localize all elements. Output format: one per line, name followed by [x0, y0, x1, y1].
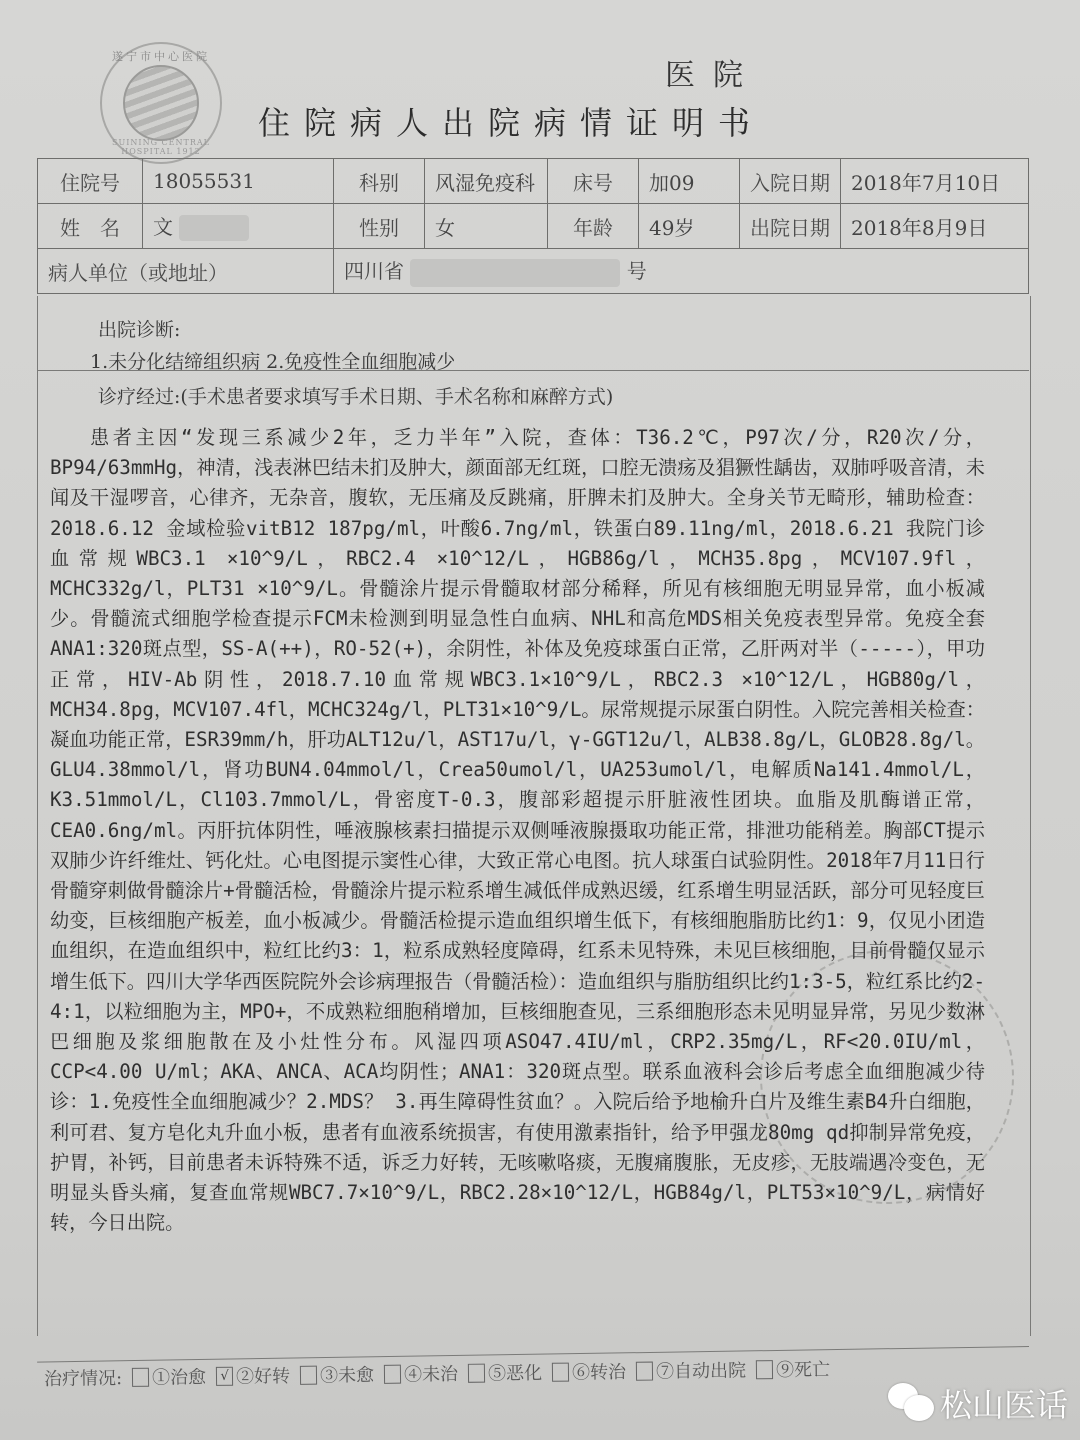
diagnosis-label: 出院诊断: [98, 319, 181, 341]
section-divider [37, 370, 1029, 371]
checkbox[interactable] [756, 1360, 773, 1379]
checkbox[interactable] [468, 1363, 485, 1382]
outcome-option-cured[interactable]: ①治愈 [132, 1363, 206, 1390]
outcome-option-improved[interactable]: √ ②好转 [216, 1362, 290, 1389]
checkbox[interactable] [636, 1361, 653, 1380]
table-row [38, 204, 1029, 249]
age-label: 年龄 [548, 204, 639, 249]
outcome-option-worsened[interactable]: ⑤恶化 [468, 1359, 542, 1386]
sex-value: 女 [425, 204, 548, 249]
admission-no-label: 住院号 [38, 159, 143, 204]
checkbox[interactable] [552, 1362, 569, 1381]
sex-label: 性别 [334, 204, 425, 249]
watermark-text: 松山医话 [940, 1386, 1069, 1424]
diagnosis-text: 1.未分化结缔组织病 2.免疫性全血细胞减少 [90, 351, 456, 373]
document-title: 住院病人出院病情证明书 [258, 104, 765, 142]
treatment-outcome-row [44, 1355, 830, 1391]
checkbox-checked[interactable]: √ [216, 1366, 233, 1385]
address-label: 病人单位（或地址） [38, 249, 334, 294]
treatment-label: 诊疗经过:(手术患者要求填写手术日期、手术名称和麻醉方式) [98, 386, 614, 408]
redacted-name [179, 215, 249, 241]
logo-top-text: 遂宁市中心医院 [112, 50, 210, 63]
outcome-option-transferred[interactable]: ⑥转治 [552, 1358, 626, 1385]
outcome-label: 治疗情况: [43, 1368, 123, 1390]
name-cell [143, 204, 334, 249]
hospital-name: 医院 [665, 58, 761, 93]
discharge-date-label: 出院日期 [740, 204, 841, 249]
bed-value: 加09 [639, 159, 740, 204]
checkbox[interactable] [384, 1364, 401, 1383]
table-row [38, 249, 1029, 294]
name-label: 姓 名 [38, 204, 143, 249]
outcome-option-untreated[interactable]: ④未治 [384, 1360, 458, 1387]
redacted-address [410, 259, 620, 287]
wechat-watermark [888, 1380, 1068, 1426]
checkbox[interactable] [132, 1367, 149, 1386]
age-value: 49岁 [639, 204, 740, 249]
logo-emblem-icon [123, 65, 199, 141]
address-cell [334, 249, 1029, 294]
outcome-option-self-discharge[interactable]: ⑦自动出院 [636, 1356, 746, 1383]
admission-no-value: 18055531 [143, 159, 334, 204]
checkbox[interactable] [300, 1365, 317, 1384]
name-value: 文 [153, 214, 173, 239]
outcome-option-death[interactable]: ⑨死亡 [756, 1355, 830, 1382]
patient-info-table [37, 158, 1029, 294]
admit-date-label: 入院日期 [740, 159, 841, 204]
department-label: 科别 [334, 159, 425, 204]
logo-bottom-text: SUINING CENTRAL HOSPITAL 1912 [112, 138, 210, 156]
discharge-date-value: 2018年8月9日 [841, 204, 1029, 249]
outcome-option-not-cured[interactable]: ③未愈 [300, 1361, 374, 1388]
department-value: 风湿免疫科 [425, 159, 548, 204]
hospital-logo [100, 42, 222, 164]
admit-date-value: 2018年7月10日 [841, 159, 1029, 204]
bed-label: 床号 [548, 159, 639, 204]
treatment-narrative: 患者主因“发现三系减少2年，乏力半年”入院，查体：T36.2℃，P97次/分，R20次/分，BP94/63mmHg，神清，浅表淋巴结未扪及肿大，颜面部无红斑，口腔无溃疡及猖獗性龋齿，双肺呼吸音清，未闻及干湿啰音，心律齐，无杂音，腹软，无压痛及反跳痛，肝脾未扪及肿大。全身关节无畸形，辅助检查：2018.6.12 金域检验vitB12 187pg/ml，叶酸6.7ng/ml，铁蛋白89.11ng/ml，2018.6.21 我院门诊血常规WBC3.1 ×10^9/L，RBC2.4 ×10^12/L，HGB86g/l，MCH35.8pg，MCV107.9fl，MCHC332g/l，PLT31 ×10^9/L。骨髓涂片提示骨髓取材部分稀释，所见有核细胞无明显异常，血小板减少。骨髓流式细胞学检查提示FCM未检测到明显急性白血病、NHL和高危MDS相关免疫表型异常。免疫全套ANA1:320斑点型，SS-A(++)，RO-52(+)，余阴性，补体及免疫球蛋白正常，乙肝两对半（-----），甲功正常，HIV-Ab阴性，2018.7.10血常规WBC3.1×10^9/L，RBC2.3 ×10^12/L，HGB80g/l，MCH34.8pg，MCV107.4fl，MCHC324g/l，PLT31×10^9/L。尿常规提示尿蛋白阴性。入院完善相关检查：凝血功能正常，ESR39mm/h，肝功ALT12u/l，AST17u/l，γ-GGT12u/l，ALB38.8g/L，GLOB28.8g/l。GLU4.38mmol/l，肾功BUN4.04mmol/l，Crea50umol/l，UA253umol/l，电解质Na141.4mmol/L，K3.51mmol/L，Cl103.7mmol/L，骨密度T-0.3，腹部彩超提示肝脏液性团块。血脂及肌酶谱正常，CEA0.6ng/ml。丙肝抗体阴性，唾液腺核素扫描提示双侧唾液腺摄取功能正常，排泄功能稍差。胸部CT提示双肺少许纤维灶、钙化灶。心电图提示窦性心律，大致正常心电图。抗人球蛋白试验阴性。2018年7月11日行骨髓穿刺做骨髓涂片+骨髓活检，骨髓涂片提示粒系增生减低伴成熟迟缓，红系增生明显活跃，部分可见轻度巨幼变，巨核细胞产板差，血小板减少。骨髓活检提示造血组织增生低下，有核细胞脂肪比约1：9，仅见小团造血组织，在造血组织中，粒红比约3：1，粒系成熟轻度障碍，红系未见特殊，未见巨核细胞，目前骨髓仅显示增生低下。四川大学华西医院院外会诊病理报告（骨髓活检）：造血组织与脂肪组织比约1:3-5，粒红系比约2-4:1，以粒细胞为主，MPO+，不成熟粒细胞稍增加，巨核细胞查见，三系细胞形态未见明显异常，另见少数淋巴细胞及浆细胞散在及小灶性分布。风湿四项ASO47.4IU/ml，CRP2.35mg/L，RF<20.0IU/ml，CCP<4.00 U/ml；AKA、ANCA、ACA均阴性；ANA1：320斑点型。联系血液科会诊后考虑全血细胞减少待诊：1.免疫性全血细胞减少？2.MDS？ 3.再生障碍性贫血？。入院后给予地榆升白片及维生素B4升白细胞，利可君、复方皂化丸升血小板，患者有血液系统损害，有使用激素指针，给予甲强龙80mg qd抑制异常免疫，护胃，补钙，目前患者未诉特殊不适，诉乏力好转，无咳嗽咯痰，无腹痛腹胀，无皮疹，无肢端遇冷变色，无明显头昏头痛，复查血常规WBC7.7×10^9/L，RBC2.28×10^12/L，HGB84g/l，PLT53×10^9/L，病情好转，今日出院。 [50, 426, 985, 1235]
address-suffix: 号 [626, 259, 647, 284]
table-row [38, 159, 1029, 204]
address-prefix: 四川省 [344, 259, 404, 284]
wechat-icon [888, 1383, 934, 1423]
